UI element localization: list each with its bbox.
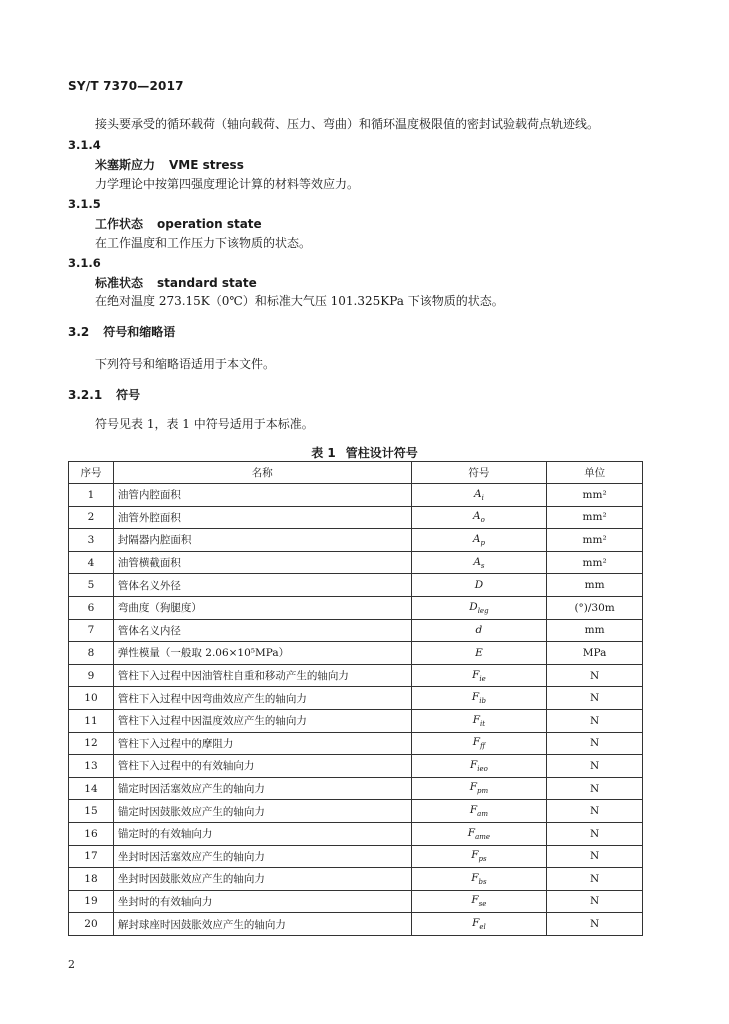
table-row <box>69 642 643 665</box>
row-number: 12 <box>69 732 114 755</box>
table-row <box>69 777 643 800</box>
row-symbol <box>411 845 547 868</box>
row-unit: N <box>547 709 643 732</box>
symbol-letter: F <box>471 691 480 704</box>
table-caption <box>0 444 729 461</box>
row-unit: N <box>547 890 643 913</box>
header-symbol: 符号 <box>411 462 547 484</box>
row-symbol <box>411 822 547 845</box>
symbol-letter: A <box>474 487 482 500</box>
row-name: 解封球座时因鼓胀效应产生的轴向力 <box>113 913 411 936</box>
definition-3-1-4: 力学理论中按第四强度理论计算的材料等效应力。 <box>95 177 360 191</box>
row-symbol <box>411 506 547 529</box>
symbol-subscript: se <box>478 900 487 909</box>
symbol-subscript: i <box>481 493 484 502</box>
section-3-2-text: 下列符号和缩略语适用于本文件。 <box>95 357 276 371</box>
row-number: 8 <box>69 642 114 665</box>
symbol-letter: F <box>471 894 479 907</box>
symbol-letter: F <box>472 713 481 726</box>
row-symbol <box>411 619 547 642</box>
row-name: 封隔器内腔面积 <box>113 529 411 552</box>
table-body <box>69 484 643 936</box>
symbol-letter: F <box>469 781 477 794</box>
term-en: operation state <box>157 217 262 231</box>
symbol-letter: E <box>475 646 483 659</box>
row-name: 油管横截面积 <box>113 551 411 574</box>
symbol-subscript: ame <box>475 832 491 841</box>
symbol-letter: A <box>473 555 481 568</box>
row-unit: N <box>547 777 643 800</box>
symbol-subscript: bs <box>478 877 487 886</box>
table-row <box>69 868 643 891</box>
row-unit: MPa <box>547 642 643 665</box>
symbol-subscript: ie <box>479 674 486 683</box>
row-symbol <box>411 551 547 574</box>
row-number: 10 <box>69 687 114 710</box>
header-no: 序号 <box>69 462 114 484</box>
row-number: 16 <box>69 822 114 845</box>
term-cn: 标准状态 <box>95 276 144 290</box>
table-row <box>69 687 643 710</box>
header-name: 名称 <box>113 462 411 484</box>
symbol-letter: F <box>471 871 479 884</box>
row-unit: mm² <box>547 506 643 529</box>
row-number: 17 <box>69 845 114 868</box>
section-heading-3-2 <box>68 323 175 340</box>
clause-number-3-1-4: 3.1.4 <box>68 138 101 152</box>
term-en: VME stress <box>169 158 244 172</box>
row-unit: N <box>547 913 643 936</box>
row-symbol <box>411 868 547 891</box>
symbol-letter: F <box>472 736 481 749</box>
symbol-subscript: o <box>480 516 485 525</box>
term-3-1-6 <box>95 274 257 291</box>
row-number: 1 <box>69 484 114 507</box>
row-number: 6 <box>69 596 114 619</box>
symbol-letter: F <box>469 758 478 771</box>
table-row <box>69 755 643 778</box>
table-row <box>69 732 643 755</box>
symbol-subscript: leg <box>477 606 489 615</box>
intro-line: 接头要承受的循环载荷（轴向载荷、压力、弯曲）和循环温度极限值的密封试验载荷点轨迹线。 <box>95 117 600 131</box>
symbol-subscript: ib <box>479 697 486 706</box>
symbol-subscript: el <box>479 923 486 932</box>
row-number: 2 <box>69 506 114 529</box>
table-row <box>69 709 643 732</box>
row-unit: N <box>547 845 643 868</box>
row-symbol <box>411 687 547 710</box>
table-caption-label: 表 1 <box>311 446 336 460</box>
header-unit: 单位 <box>547 462 643 484</box>
row-number: 5 <box>69 574 114 597</box>
symbol-subscript: am <box>477 810 488 819</box>
row-name: 管柱下入过程中的有效轴向力 <box>113 755 411 778</box>
row-symbol <box>411 529 547 552</box>
standard-header: SY/T 7370—2017 <box>68 79 184 93</box>
row-unit: mm <box>547 619 643 642</box>
symbol-subscript: ps <box>478 855 487 864</box>
row-name: 管体名义内径 <box>113 619 411 642</box>
row-name: 管柱下入过程中的摩阻力 <box>113 732 411 755</box>
symbol-subscript: p <box>480 539 485 548</box>
row-symbol <box>411 574 547 597</box>
term-en: standard state <box>157 276 257 290</box>
symbol-subscript: s <box>480 561 485 570</box>
row-name: 管体名义外径 <box>113 574 411 597</box>
section-3-2-1-text: 符号见表 1，表 1 中符号适用于本标准。 <box>95 417 314 431</box>
term-3-1-5 <box>95 215 262 232</box>
row-name: 弹性模量（一般取 2.06×10⁵MPa） <box>113 642 411 665</box>
table-row <box>69 596 643 619</box>
row-unit: N <box>547 755 643 778</box>
row-number: 20 <box>69 913 114 936</box>
term-cn: 工作状态 <box>95 217 144 231</box>
row-number: 15 <box>69 800 114 823</box>
row-number: 18 <box>69 868 114 891</box>
symbol-letter: F <box>467 826 476 839</box>
symbol-letter: A <box>473 510 481 523</box>
symbol-letter: D <box>474 579 484 592</box>
row-name: 管柱下入过程中因弯曲效应产生的轴向力 <box>113 687 411 710</box>
section-heading-3-2-1 <box>68 386 140 403</box>
row-number: 4 <box>69 551 114 574</box>
definition-3-1-6: 在绝对温度 273.15K（0℃）和标准大气压 101.325KPa 下该物质的状态。 <box>95 294 504 308</box>
section-number: 3.2.1 <box>68 388 103 402</box>
row-symbol <box>411 664 547 687</box>
table-row <box>69 845 643 868</box>
row-unit: N <box>547 868 643 891</box>
row-number: 9 <box>69 664 114 687</box>
row-symbol <box>411 484 547 507</box>
table-caption-title: 管柱设计符号 <box>345 446 418 460</box>
table-row <box>69 619 643 642</box>
row-unit: N <box>547 800 643 823</box>
row-name: 锚定时的有效轴向力 <box>113 822 411 845</box>
row-name: 锚定时因鼓胀效应产生的轴向力 <box>113 800 411 823</box>
row-symbol <box>411 913 547 936</box>
row-unit: N <box>547 664 643 687</box>
row-number: 11 <box>69 709 114 732</box>
clause-number-3-1-6: 3.1.6 <box>68 256 101 270</box>
symbol-subscript: pm <box>477 787 489 796</box>
row-name: 坐封时的有效轴向力 <box>113 890 411 913</box>
symbol-letter: F <box>471 849 479 862</box>
row-number: 7 <box>69 619 114 642</box>
clause-number-3-1-5: 3.1.5 <box>68 197 101 211</box>
row-name: 锚定时因活塞效应产生的轴向力 <box>113 777 411 800</box>
row-symbol <box>411 709 547 732</box>
section-number: 3.2 <box>68 325 90 339</box>
section-title: 符号和缩略语 <box>103 325 176 339</box>
symbol-subscript: it <box>480 719 486 728</box>
symbol-letter: A <box>472 532 481 545</box>
table-row <box>69 913 643 936</box>
table-row <box>69 484 643 507</box>
table-row <box>69 551 643 574</box>
row-name: 油管外腔面积 <box>113 506 411 529</box>
table-row <box>69 506 643 529</box>
row-name: 油管内腔面积 <box>113 484 411 507</box>
section-title: 符号 <box>116 388 141 402</box>
row-unit: mm² <box>547 529 643 552</box>
row-symbol <box>411 732 547 755</box>
row-symbol <box>411 890 547 913</box>
row-symbol <box>411 777 547 800</box>
table-row <box>69 664 643 687</box>
row-symbol <box>411 755 547 778</box>
row-name: 坐封时因活塞效应产生的轴向力 <box>113 845 411 868</box>
row-unit: mm² <box>547 484 643 507</box>
row-unit: mm <box>547 574 643 597</box>
row-number: 3 <box>69 529 114 552</box>
row-name: 坐封时因鼓胀效应产生的轴向力 <box>113 868 411 891</box>
symbol-subscript: ff <box>480 742 486 751</box>
row-symbol <box>411 642 547 665</box>
row-number: 13 <box>69 755 114 778</box>
table-row <box>69 574 643 597</box>
symbol-subscript: ieo <box>477 764 488 773</box>
table-row <box>69 822 643 845</box>
row-number: 19 <box>69 890 114 913</box>
symbol-table <box>68 461 643 936</box>
row-name: 管柱下入过程中因油管柱自重和移动产生的轴向力 <box>113 664 411 687</box>
table-row <box>69 800 643 823</box>
row-name: 管柱下入过程中因温度效应产生的轴向力 <box>113 709 411 732</box>
definition-3-1-5: 在工作温度和工作压力下该物质的状态。 <box>95 236 312 250</box>
row-unit: mm² <box>547 551 643 574</box>
table-row <box>69 529 643 552</box>
symbol-letter: F <box>472 668 480 681</box>
row-unit: N <box>547 732 643 755</box>
table-header-row <box>69 462 643 484</box>
row-symbol <box>411 800 547 823</box>
symbol-letter: F <box>469 804 478 817</box>
symbol-letter: F <box>472 917 480 930</box>
symbol-letter: d <box>475 624 483 637</box>
page-number: 2 <box>68 958 75 971</box>
term-3-1-4 <box>95 156 244 173</box>
term-cn: 米塞斯应力 <box>95 158 156 172</box>
row-unit: (°)/30m <box>547 596 643 619</box>
row-unit: N <box>547 687 643 710</box>
row-symbol <box>411 596 547 619</box>
table-row <box>69 890 643 913</box>
symbol-letter: D <box>469 600 478 613</box>
row-unit: N <box>547 822 643 845</box>
row-number: 14 <box>69 777 114 800</box>
row-name: 弯曲度（狗腿度） <box>113 596 411 619</box>
